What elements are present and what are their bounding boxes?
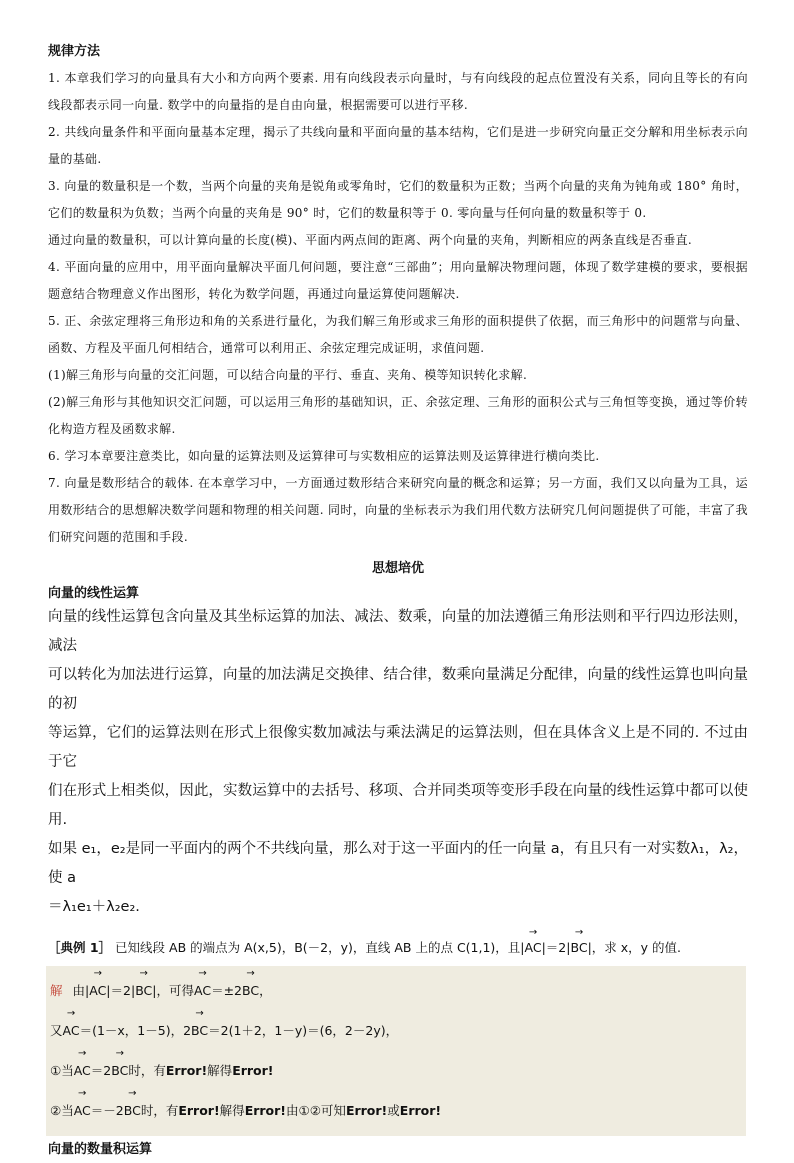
method-item-5-2: (2)解三角形与其他知识交汇问题，可以运用三角形的基础知识，正、余弦定理、三角形的面积公式与三角恒等变换，通过等价转化构造方程及函数求解. [48,395,748,436]
solution-text: 或 [387,1103,400,1118]
solution-text: ＝(1－x，1－5)，2 [79,1023,192,1038]
solution-line-3 [50,1050,740,1090]
section-title-methods: 规律方法 [48,44,101,59]
method-item-2: 2. 共线向量条件和平面向量基本定理，揭示了共线向量和平面向量的基本结构，它们是进一步研究向量正交分解和用坐标表示向量的基础. [48,125,748,166]
solution-text: 由①②可知 [286,1103,346,1118]
vector-ac: → AC [525,940,542,955]
solution-text: ＝－2 [90,1103,124,1118]
solution-text: ＝2(1＋2，1－y)＝(6，2－2y)， [208,1023,399,1038]
solution-text: |＝2| [106,983,136,998]
lead-line: 等运算，它们的运算法则在形式上很像实数加减法与乘法满足的运算法则，但在具体含义上是不同的. 不过由于它 [48,725,748,770]
vector-bc: → BC [191,1021,208,1041]
vector-ac: → AC [74,1061,91,1081]
vector-ac: → AC [194,981,211,1001]
error-text: Error! [244,1103,287,1118]
error-text: Error! [232,1063,274,1078]
solution-text: 解得 [207,1063,233,1078]
solution-line-2 [50,1010,740,1050]
solution-box [46,966,746,1136]
vector-bc: → BC [242,981,259,1001]
solution-text: 又 [50,1023,63,1038]
error-text: Error! [178,1103,220,1118]
solution-text: ②当 [50,1103,74,1118]
solution-text: ＝2 [90,1063,112,1078]
vector-ac: → AC [74,1101,91,1121]
vector-ac: → AC [63,1021,80,1041]
error-text: Error! [345,1103,388,1118]
method-item-5: 5. 正、余弦定理将三角形边和角的关系进行量化，为我们解三角形或求三角形的面积提供了依据，而三角形中的问题常与向量、函数、方程及平面几何相结合，通常可以利用正、余弦定理完成证明，求值问题. [48,314,748,355]
lead-line: 如果 e₁，e₂是同一平面内的两个不共线向量，那么对于这一平面内的任一向量 a，有且只有一对实数λ₁，λ₂，使 a [48,841,748,886]
vector-bc: → BC [124,1101,141,1121]
solution-label: 解 [50,983,63,998]
example-tag: ［典例 1］ [48,940,112,955]
solution-text: 时，有 [128,1063,166,1078]
vector-bc: → BC [111,1061,128,1081]
example-text: |＝2| [541,940,571,955]
solution-text: ， [259,983,272,998]
solution-text: 由| [72,983,90,998]
vector-bc: → BC [135,981,152,1001]
section-title-ideas: 思想培优 [371,561,424,576]
method-item-3-cont: 通过向量的数量积，可以计算向量的长度(模)、平面内两点间的距离、两个向量的夹角，判断相应的两条直线是否垂直. [48,233,693,247]
lead-line: 向量的线性运算包含向量及其坐标运算的加法、减法、数乘，向量的加法遵循三角形法则和平行四边形法则，减法 [48,609,748,654]
solution-text: 解得 [219,1103,245,1118]
lead-line: 们在形式上相类似，因此，实数运算中的去括号、移项、合并同类项等变形手段在向量的线性运算中都可以使用. [48,783,748,828]
method-item-6: 6. 学习本章要注意类比，如向量的运算法则及运算律可与实数相应的运算法则及运算律进行横向类比. [48,449,600,463]
example-text: |，求 x，y 的值. [587,940,682,955]
solution-text: 时，有 [140,1103,179,1118]
solution-text: ＝±2 [211,983,242,998]
subsection-title-linear: 向量的线性运算 [48,586,140,601]
error-text: Error! [399,1103,442,1118]
document-page [48,40,748,1163]
lead-line: ＝λ₁e₁＋λ₂e₂. [48,899,140,915]
lead-line: 可以转化为加法进行运算，向量的加法满足交换律、结合律，数乘向量满足分配律，向量的线性运算也叫向量的初 [48,667,748,712]
example-1 [48,938,748,956]
solution-line-1 [50,970,740,1010]
solution-line-4 [50,1090,740,1130]
error-text: Error! [165,1063,208,1078]
linear-ops-paragraph [48,603,748,922]
method-item-7: 7. 向量是数形结合的载体. 在本章学习中，一方面通过数形结合来研究向量的概念和运算；另一方面，我们又以向量为工具，运用数形结合的思想解决数学问题和物理的相关问题. 同时，向量的坐标表示为我们用代数方法研究几何问题提供了可能，丰富了我们研究问题的范围和手段. [48,476,748,544]
solution-text: ①当 [50,1063,74,1078]
example-text: 已知线段 AB 的端点为 A(x,5)，B(－2，y)，直线 AB 上的点 C(1,1)，且| [115,940,525,955]
method-item-5-1: (1)解三角形与向量的交汇问题，可以结合向量的平行、垂直、夹角、模等知识转化求解. [48,368,528,382]
vector-ac: → AC [89,981,106,1001]
solution-text: |，可得 [152,983,194,998]
subsection-title-dot-product: 向量的数量积运算 [48,1142,153,1157]
method-item-1: 1. 本章我们学习的向量具有大小和方向两个要素. 用有向线段表示向量时，与有向线段的起点位置没有关系，同向且等长的有向线段都表示同一向量. 数学中的向量指的是自由向量，根据需要可以进行平移. [48,71,748,112]
method-item-4: 4. 平面向量的应用中，用平面向量解决平面几何问题，要注意“三部曲”；用向量解决物理问题，体现了数学建模的要求，要根据题意结合物理意义作出图形，转化为数学问题，再通过向量运算使问题解决. [48,260,748,301]
vector-bc: → BC [570,940,587,955]
method-item-3: 3. 向量的数量积是一个数，当两个向量的夹角是锐角或零角时，它们的数量积为正数；当两个向量的夹角为钝角或 180° 角时，它们的数量积为负数；当两个向量的夹角是 90° 时，它们的数量积等于 0. 零向量与任何向量的数量积等于 0. [48,179,748,220]
